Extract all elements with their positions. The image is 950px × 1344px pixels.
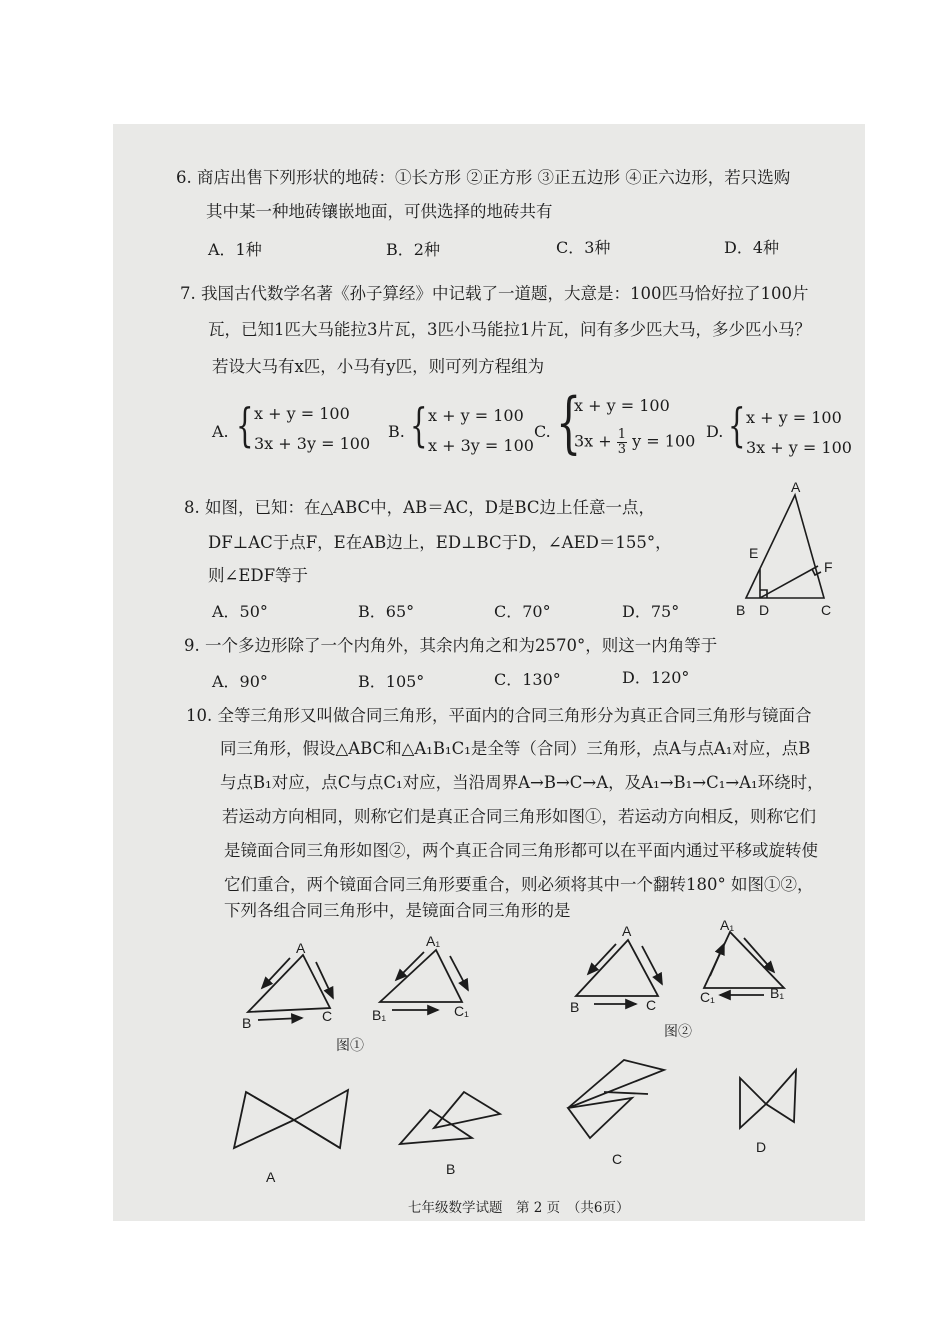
q7-d-eq2: 3x + y = 100: [746, 438, 852, 457]
q10-line7: 下列各组合同三角形中，是镜面合同三角形的是: [224, 901, 571, 920]
q8-option-a: A．50°: [212, 602, 268, 621]
q7-c-eq2-post: y = 100: [632, 431, 696, 451]
fig2-caption: 图②: [664, 1023, 692, 1039]
fig1-label-b: B: [242, 1015, 252, 1031]
q7-option-d-letter: D.: [706, 422, 724, 441]
q8-option-d: D．75°: [622, 602, 680, 621]
q7-line2: 瓦，已知1匹大马能拉3片瓦，3匹小马能拉1片瓦，问有多少匹大马，多少匹小马？: [208, 320, 811, 339]
page-footer: 七年级数学试题 第 2 页 （共6页）: [408, 1200, 630, 1216]
brace-icon: {: [410, 398, 428, 452]
q7-line3: 若设大马有x匹，小马有y匹，则可列方程组为: [212, 357, 545, 376]
fig2-label-a: A: [622, 923, 632, 939]
q10-line5: 是镜面合同三角形如图②，两个真正合同三角形都可以在平面内通过平移或旋转使: [224, 841, 818, 860]
q9-option-b: B．105°: [358, 672, 425, 691]
q8-label-e: E: [749, 545, 759, 561]
q7-b-eq1: x + y = 100: [428, 406, 524, 425]
brace-icon: {: [236, 398, 254, 452]
q7-option-a-letter: A.: [212, 422, 229, 441]
q8-label-c: C: [821, 602, 832, 618]
q6-option-a: A．1种: [208, 240, 262, 259]
q7-b-eq2: x + 3y = 100: [428, 436, 534, 455]
q8-option-c: C．70°: [494, 602, 551, 621]
q10-line6: 它们重合，两个镜面合同三角形要重合，则必须将其中一个翻转180° 如图①②，: [224, 875, 814, 894]
q8-line3: 则∠EDF等于: [208, 566, 309, 585]
q8-label-a: A: [791, 479, 801, 495]
choice-b-label: B: [446, 1161, 456, 1177]
q6-option-b: B．2种: [386, 240, 440, 259]
q7-option-c-letter: C.: [534, 422, 551, 441]
frac-numerator: 1: [617, 427, 627, 442]
fig1-label-c: C: [322, 1008, 333, 1024]
fig2-label-c: C: [646, 997, 657, 1013]
q7-c-eq1: x + y = 100: [574, 396, 670, 415]
q8-line2: DF⊥AC于点F，E在AB边上，ED⊥BC于D，∠AED＝155°，: [208, 533, 672, 552]
q9-option-d: D．120°: [622, 668, 690, 687]
frac-denominator: 3: [617, 441, 627, 457]
q6-line2: 其中某一种地砖镶嵌地面，可供选择的地砖共有: [206, 202, 553, 221]
fig1-label-a1: A₁: [426, 933, 441, 949]
q7-a-eq1: x + y = 100: [254, 404, 350, 423]
q10-line2: 同三角形，假设△ABC和△A₁B₁C₁是全等（合同）三角形，点A与点A₁对应，点B: [220, 739, 811, 758]
choice-a-label: A: [266, 1169, 276, 1185]
brace-icon: {: [728, 398, 746, 452]
brace-icon: {: [556, 384, 582, 461]
fig2-label-b1: B₁: [770, 985, 785, 1001]
q10-line3: 与点B₁对应，点C与点C₁对应，当沿周界A→B→C→A，及A₁→B₁→C₁→A₁环绕时，: [220, 773, 824, 792]
q6-option-c: C．3种: [556, 238, 611, 257]
q9-line1: 9. 一个多边形除了一个内角外，其余内角之和为2570°，则这一内角等于: [184, 636, 718, 655]
q7-c-eq2-pre: 3x +: [574, 431, 612, 451]
fraction-one-third: [617, 428, 627, 456]
choice-d-label: D: [756, 1139, 767, 1155]
fig2-label-c1: C₁: [700, 989, 715, 1005]
q7-d-eq1: x + y = 100: [746, 408, 842, 427]
q10-line1: 10. 全等三角形又叫做合同三角形，平面内的合同三角形分为真正合同三角形与镜面合: [186, 706, 812, 725]
q8-label-f: F: [824, 559, 833, 575]
q7-a-eq2: 3x + 3y = 100: [254, 434, 371, 453]
fig1-label-a: A: [296, 940, 306, 956]
fig1-caption: 图①: [336, 1037, 364, 1053]
fig2-label-b: B: [570, 999, 580, 1015]
q10-line4: 若运动方向相同，则称它们是真正合同三角形如图①，若运动方向相反，则称它们: [222, 807, 816, 826]
fig1-label-c1: C₁: [454, 1003, 469, 1019]
q8-label-b: B: [736, 602, 746, 618]
q8-label-d: D: [759, 602, 770, 618]
q9-option-a: A．90°: [212, 672, 268, 691]
choice-c-label: C: [612, 1151, 623, 1167]
q6-option-d: D．4种: [724, 238, 780, 257]
q6-line1: 6. 商店出售下列形状的地砖：①长方形 ②正方形 ③正五边形 ④正六边形，若只选购: [176, 168, 791, 187]
q8-option-b: B．65°: [358, 602, 415, 621]
q7-c-eq2: [574, 428, 695, 456]
fig2-label-a1: A₁: [720, 917, 735, 933]
q8-line1: 8. 如图，已知：在△ABC中，AB＝AC，D是BC边上任意一点，: [184, 498, 656, 517]
q7-line1: 7. 我国古代数学名著《孙子算经》中记载了一道题，大意是：100匹马恰好拉了100片: [180, 284, 809, 303]
fig1-label-b1: B₁: [372, 1007, 387, 1023]
q7-option-b-letter: B.: [388, 422, 405, 441]
q9-option-c: C．130°: [494, 670, 561, 689]
